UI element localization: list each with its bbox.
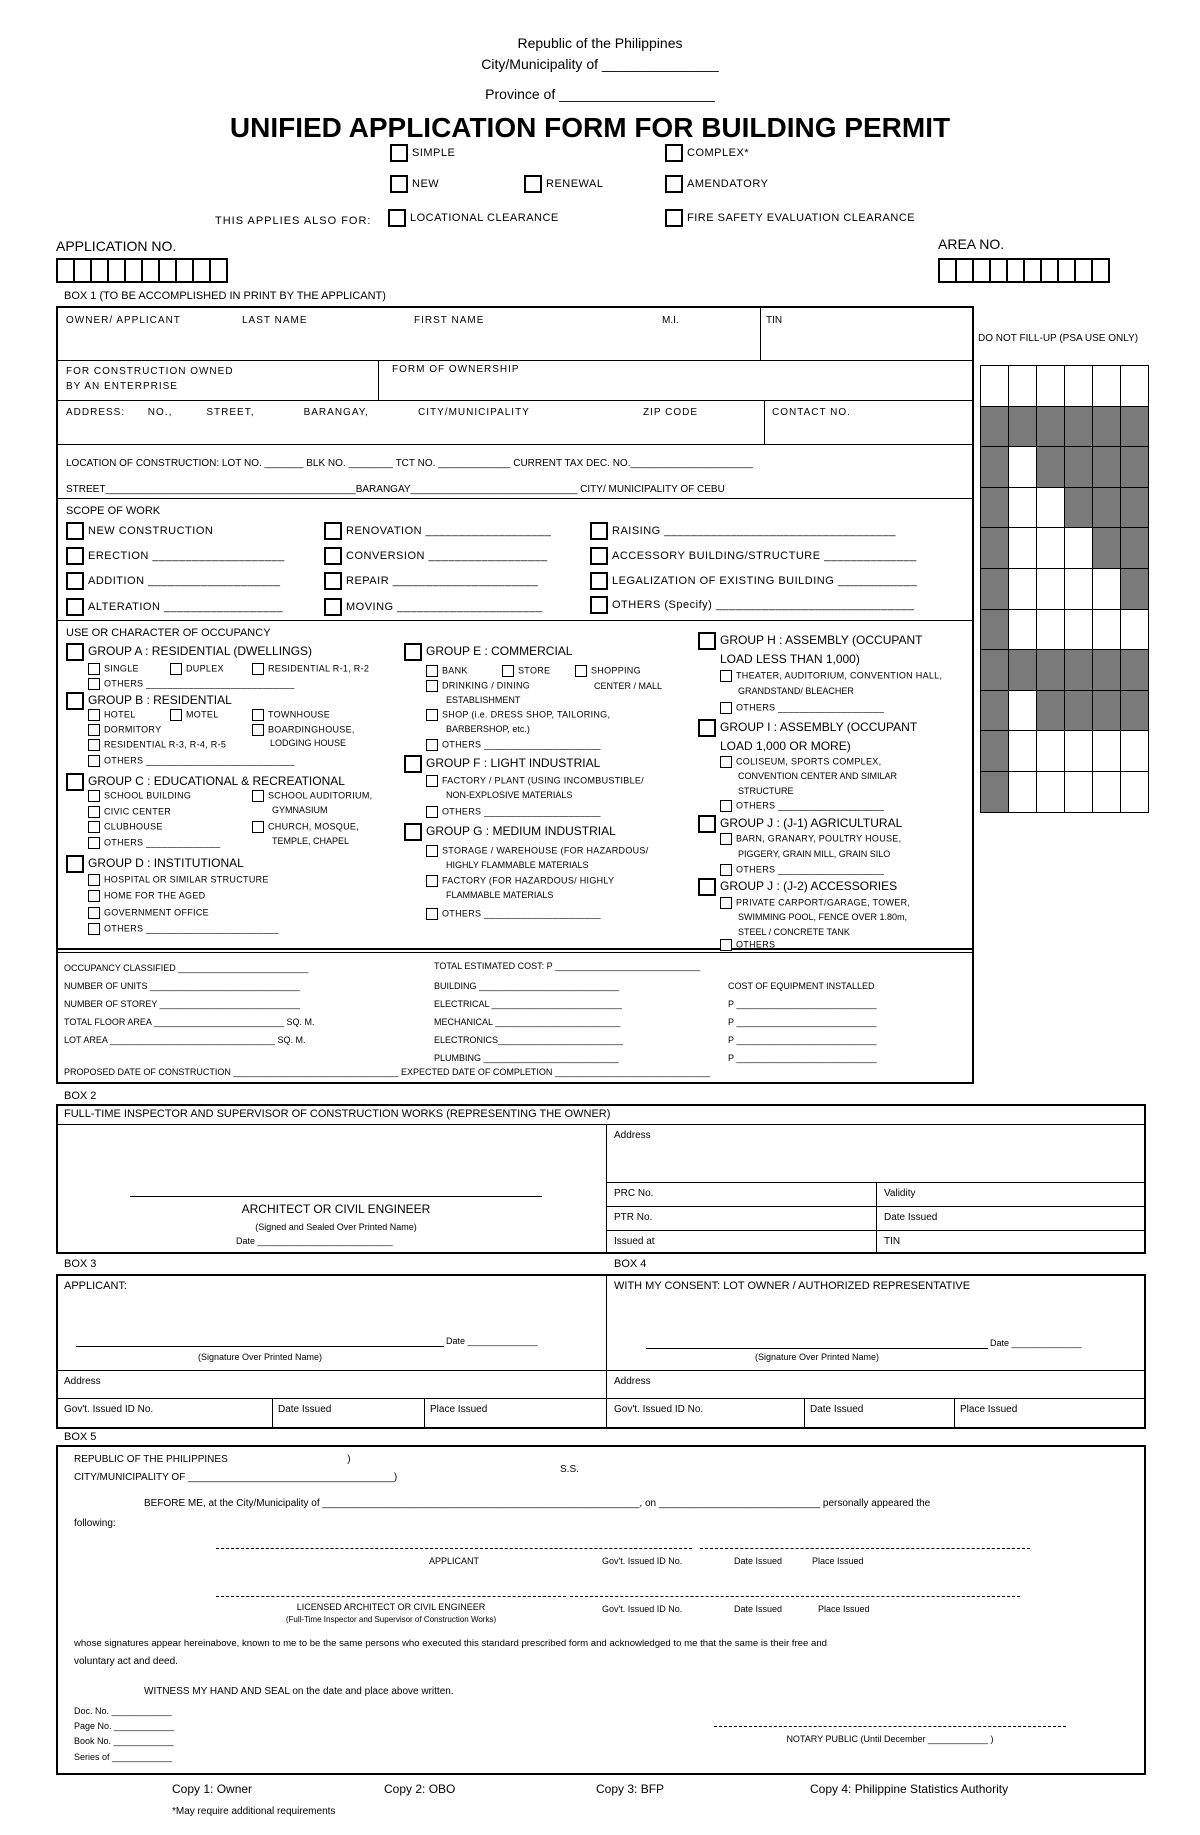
a-single[interactable] [88, 663, 139, 675]
box2-prc: PRC No. [614, 1188, 654, 1199]
i-others[interactable] [720, 800, 884, 812]
cost-plumbing: PLUMBING ___________________________ [434, 1053, 619, 1063]
box3-sig: (Signature Over Printed Name) [197, 1352, 323, 1362]
box5-date-issued: Date Issued [734, 1556, 783, 1566]
box5-republic: REPUBLIC OF THE PHILIPPINES ) [74, 1454, 351, 1465]
g-storage-label: STORAGE / WAREHOUSE (FOR HAZARDOUS/ [442, 845, 649, 856]
d-home-aged-label: HOME FOR THE AGED [104, 890, 206, 901]
box5-applicant: APPLICANT [428, 1556, 479, 1566]
d-home-aged[interactable] [88, 890, 205, 902]
f-others[interactable] [426, 806, 601, 818]
a-residential-label: RESIDENTIAL R-1, R-2 [268, 663, 370, 674]
republic-header: Republic of the Philippines [517, 35, 683, 51]
c-civic-label: CIVIC CENTER [104, 806, 172, 817]
e-shopping[interactable] [575, 665, 641, 677]
b-residential-label: RESIDENTIAL R-3, R-4, R-5 [104, 739, 227, 750]
box4-date: Date ______________ [990, 1338, 1082, 1348]
a-residential[interactable] [252, 663, 369, 675]
group-h-label: GROUP H : ASSEMBLY (OCCUPANT [720, 633, 923, 648]
e-store[interactable] [502, 665, 550, 677]
b-others[interactable] [88, 755, 295, 767]
group-i-label: GROUP I : ASSEMBLY (OCCUPANT [720, 720, 918, 735]
scope-raising[interactable] [590, 522, 896, 540]
e-drinking-label: DRINKING / DINING [442, 680, 531, 691]
scope-erection-label: ERECTION ____________________ [88, 549, 285, 562]
b-residential[interactable] [88, 739, 226, 751]
scope-alteration-label: ALTERATION __________________ [88, 600, 284, 613]
b-hotel[interactable] [88, 709, 136, 721]
e-estab-label: ESTABLISHMENT [446, 695, 521, 705]
scope-accessory-label: ACCESSORY BUILDING/STRUCTURE ______________ [612, 549, 917, 562]
box5-book: Book No. ____________ [74, 1736, 174, 1746]
group-g-label: GROUP G : MEDIUM INDUSTRIAL [426, 824, 616, 839]
box3-label: BOX 3 [64, 1258, 97, 1270]
e-shop[interactable] [426, 709, 610, 721]
scope-raising-label: RAISING ___________________________________ [612, 524, 896, 537]
enterprise-label: FOR CONSTRUCTION OWNED BY AN ENTERPRISE [66, 366, 234, 392]
g-factory-label: FACTORY (FOR HAZARDOUS/ HIGHLY [442, 875, 615, 886]
c-church[interactable] [252, 821, 359, 833]
d-others-label: OTHERS _________________________ [104, 923, 279, 934]
fire-safety-checkbox[interactable] [665, 209, 915, 227]
num-storey: NUMBER OF STOREY ____________________________ [64, 999, 300, 1009]
c-church-label: CHURCH, MOSQUE, [268, 821, 360, 832]
group-d-label: GROUP D : INSTITUTIONAL [88, 856, 244, 871]
first-name-label: FIRST NAME [414, 315, 485, 326]
simple-checkbox[interactable] [390, 144, 455, 162]
a-others[interactable] [88, 678, 295, 690]
b-dormitory[interactable] [88, 724, 161, 736]
a-duplex[interactable] [170, 663, 224, 675]
group-d[interactable] [66, 855, 244, 873]
e-shopping-label: SHOPPING [591, 665, 641, 676]
e-drinking[interactable] [426, 680, 530, 692]
f-others-label: OTHERS ______________________ [442, 806, 601, 817]
cost-building: BUILDING ____________________________ [434, 981, 620, 991]
box2-signed: (Signed and Sealed Over Printed Name) [255, 1222, 417, 1232]
scope-title: SCOPE OF WORK [66, 505, 161, 517]
equip-p1: P ____________________________ [728, 999, 877, 1009]
c-others[interactable] [88, 837, 220, 849]
owner-label: OWNER/ APPLICANT [66, 315, 181, 326]
group-i[interactable] [698, 719, 917, 737]
j1-barn-label: BARN, GRANARY, POULTRY HOUSE, [736, 833, 902, 844]
box2-validity: Validity [884, 1188, 916, 1199]
copy1: Copy 1: Owner [172, 1782, 253, 1796]
j1-others[interactable] [720, 864, 884, 876]
box5-govid2: Gov't. Issued ID No. [602, 1604, 683, 1614]
box5-ss: S.S. [560, 1464, 579, 1475]
box4-govid: Gov't. Issued ID No. [614, 1404, 704, 1415]
box3-govid: Gov't. Issued ID No. [64, 1404, 154, 1415]
group-j1[interactable] [698, 815, 902, 833]
d-hospital-label: HOSPITAL OR SIMILAR STRUCTURE [104, 874, 269, 885]
footer-note: *May require additional requirements [172, 1806, 336, 1817]
group-b[interactable] [66, 692, 232, 710]
box2-title: FULL-TIME INSPECTOR AND SUPERVISOR OF CONSTRUCTION WORKS (REPRESENTING THE OWNER) [64, 1108, 611, 1120]
form-ownership-label: FORM OF OWNERSHIP [392, 364, 520, 375]
floor-area: TOTAL FLOOR AREA __________________________ SQ. M. [64, 1017, 315, 1027]
new-label: NEW [412, 177, 440, 190]
box5-place: Place Issued [812, 1556, 864, 1566]
group-j1-label: GROUP J : (J-1) AGRICULTURAL [720, 816, 903, 831]
total-cost: TOTAL ESTIMATED COST: P _____________________________ [434, 961, 701, 971]
g-others-label: OTHERS ______________________ [442, 908, 601, 919]
c-auditorium[interactable] [252, 790, 372, 802]
b-boarding-label: BOARDINGHOUSE, [268, 724, 355, 735]
box2-address: Address [614, 1130, 651, 1141]
province-line: Province of ____________________ [485, 86, 715, 102]
box5-label: BOX 5 [64, 1431, 97, 1443]
a-others-label: OTHERS ____________________________ [104, 678, 295, 689]
g-storage2-label: HIGHLY FLAMMABLE MATERIALS [446, 860, 589, 870]
i-struct-label: STRUCTURE [738, 786, 794, 796]
c-school[interactable] [88, 790, 191, 802]
box2-date: Date ___________________________ [236, 1236, 393, 1246]
f-factory-label: FACTORY / PLANT (USING INCOMBUSTIBLE/ [442, 775, 644, 786]
b-lodging-label: LODGING HOUSE [270, 738, 347, 748]
group-e[interactable] [404, 643, 572, 661]
g-factory[interactable] [426, 875, 614, 887]
psa-only-label: DO NOT FILL-UP (PSA USE ONLY) [978, 333, 1139, 344]
f-factory[interactable] [426, 775, 644, 787]
num-units: NUMBER OF UNITS ______________________________ [64, 981, 301, 991]
location-line: LOCATION OF CONSTRUCTION: LOT NO. _______ BLK NO. ________ TCT NO. _____________ CURRENT TAX DEC. NO.______________________ [66, 458, 753, 469]
b-hotel-label: HOTEL [104, 709, 136, 720]
psa-grid [980, 365, 1149, 813]
e-store-label: STORE [518, 665, 551, 676]
box3-place: Place Issued [430, 1404, 488, 1415]
equip-p4: P ____________________________ [728, 1053, 877, 1063]
cost-electrical: ELECTRICAL __________________________ [434, 999, 622, 1009]
scope-legalization-label: LEGALIZATION OF EXISTING BUILDING ____________ [612, 574, 918, 587]
box4-consent: WITH MY CONSENT: LOT OWNER / AUTHORIZED REPRESENTATIVE [614, 1280, 971, 1292]
g-others[interactable] [426, 908, 601, 920]
box2-label: BOX 2 [64, 1090, 97, 1102]
c-temple-label: TEMPLE, CHAPEL [272, 836, 350, 846]
group-b-label: GROUP B : RESIDENTIAL [88, 693, 232, 708]
c-others-label: OTHERS ______________ [104, 837, 221, 848]
scope-renovation-label: RENOVATION ___________________ [346, 524, 552, 537]
c-clubhouse[interactable] [88, 821, 163, 833]
details-frame [56, 950, 974, 1084]
box3-date: Date ______________ [446, 1336, 538, 1346]
amendatory-label: AMENDATORY [687, 177, 769, 190]
h-theater[interactable] [720, 670, 942, 682]
box5-following: following: [74, 1518, 116, 1529]
h-others-label: OTHERS ____________________ [736, 702, 885, 713]
box3-applicant: APPLICANT: [64, 1280, 127, 1292]
e-barber-label: BARBERSHOP, etc.) [446, 724, 530, 734]
box4-sig: (Signature Over Printed Name) [754, 1352, 880, 1362]
equip-p2: P ____________________________ [728, 1017, 877, 1027]
application-no-cells[interactable] [56, 258, 226, 283]
scope-legalization[interactable] [590, 572, 917, 590]
equip-label: COST OF EQUIPMENT INSTALLED [728, 981, 875, 991]
box5-govid: Gov't. Issued ID No. [602, 1556, 683, 1566]
last-name-label: LAST NAME [242, 315, 308, 326]
b-townhouse[interactable] [252, 709, 330, 721]
box3-address: Address [64, 1376, 101, 1387]
a-duplex-label: DUPLEX [186, 663, 224, 674]
contact-label: CONTACT NO. [772, 407, 851, 418]
group-g[interactable] [404, 823, 616, 841]
i-conv-label: CONVENTION CENTER AND SIMILAR [738, 771, 898, 781]
h-grand-label: GRANDSTAND/ BLEACHER [738, 686, 854, 696]
j2-pool-label: SWIMMING POOL, FENCE OVER 1.80m, [738, 912, 908, 922]
g-factory2-label: FLAMMABLE MATERIALS [446, 890, 554, 900]
d-others[interactable] [88, 923, 279, 935]
renewal-checkbox[interactable] [524, 175, 604, 193]
copy3: Copy 3: BFP [596, 1782, 665, 1796]
scope-alteration[interactable] [66, 598, 283, 616]
box4-label: BOX 4 [614, 1258, 647, 1270]
box5-whose: whose signatures appear hereinabove, known to me to be the same persons who executed this standard prescribed form and acknowledged to me that the same is their free and [74, 1638, 828, 1649]
c-civic[interactable] [88, 806, 171, 818]
box5-doc: Doc. No. ____________ [74, 1706, 172, 1716]
e-center-label: CENTER / MALL [594, 681, 663, 691]
d-government-label: GOVERNMENT OFFICE [104, 907, 209, 918]
j1-others-label: OTHERS ____________________ [736, 864, 885, 875]
j1-pig-label: PIGGERY, GRAIN MILL, GRAIN SILO [738, 849, 891, 859]
scope-conversion-label: CONVERSION __________________ [346, 549, 548, 562]
box5-witness: WITNESS MY HAND AND SEAL on the date and place above written. [144, 1686, 454, 1697]
complex-label: COMPLEX* [687, 146, 750, 159]
j2-others-label: OTHERS ____________________ [736, 939, 885, 950]
group-c-label: GROUP C : EDUCATIONAL & RECREATIONAL [88, 774, 345, 789]
scope-moving[interactable] [324, 598, 543, 616]
c-clubhouse-label: CLUBHOUSE [104, 821, 163, 832]
b-townhouse-label: TOWNHOUSE [268, 709, 331, 720]
e-bank[interactable] [426, 665, 468, 677]
box5-before: BEFORE ME, at the City/Municipality of _________________________________________________________, on _____________________________ personally appeared the [144, 1498, 931, 1509]
j2-steel-label: STEEL / CONCRETE TANK [738, 927, 850, 937]
group-c[interactable] [66, 773, 345, 791]
scope-addition-label: ADDITION ____________________ [88, 574, 281, 587]
city-line: City/Municipality of _______________ [481, 56, 719, 72]
e-others[interactable] [426, 739, 601, 751]
scope-renovation[interactable] [324, 522, 551, 540]
b-motel[interactable] [170, 709, 219, 721]
group-j2[interactable] [698, 878, 897, 896]
box5-city: CITY/MUNICIPALITY OF _____________________________________) [74, 1472, 398, 1483]
group-f[interactable] [404, 755, 600, 773]
box2-tin: TIN [884, 1236, 901, 1247]
mi-label: M.I. [662, 315, 679, 326]
locational-label: LOCATIONAL CLEARANCE [410, 211, 559, 224]
applies-also-label: THIS APPLIES ALSO FOR: [215, 215, 372, 227]
scope-erection[interactable] [66, 547, 285, 565]
c-auditorium-label: SCHOOL AUDITORIUM, [268, 790, 373, 801]
box5-page: Page No. ____________ [74, 1721, 175, 1731]
new-checkbox[interactable] [390, 175, 439, 193]
box5-engineer: LICENSED ARCHITECT OR CIVIL ENGINEER [296, 1602, 486, 1612]
scope-others-label: OTHERS (Specify) ______________________________ [612, 598, 915, 611]
j2-carport-label: PRIVATE CARPORT/GARAGE, TOWER, [736, 897, 911, 908]
box4-place: Place Issued [960, 1404, 1018, 1415]
scope-repair-label: REPAIR ______________________ [346, 574, 539, 587]
box5-series: Series of ____________ [74, 1752, 173, 1762]
box5-place2: Place Issued [818, 1604, 870, 1614]
box2-engineer: ARCHITECT OR CIVIL ENGINEER [241, 1202, 431, 1216]
j2-carport[interactable] [720, 897, 910, 909]
group-e-label: GROUP E : COMMERCIAL [426, 644, 573, 659]
box5-engineer-sub: (Full-Time Inspector and Supervisor of Construction Works) [285, 1615, 497, 1624]
i-load-label: LOAD 1,000 OR MORE) [720, 739, 851, 753]
h-theater-label: THEATER, AUDITORIUM, CONVENTION HALL, [736, 670, 943, 681]
scope-conversion[interactable] [324, 547, 548, 565]
group-a[interactable] [66, 643, 312, 661]
i-others-label: OTHERS ____________________ [736, 800, 885, 811]
group-a-label: GROUP A : RESIDENTIAL (DWELLINGS) [88, 644, 313, 659]
address-label: ADDRESS: NO., STREET, BARANGAY, CITY/MUNICIPALITY ZIP CODE [66, 407, 699, 418]
fire-safety-label: FIRE SAFETY EVALUATION CLEARANCE [687, 211, 916, 224]
box4-date-issued: Date Issued [810, 1404, 864, 1415]
b-motel-label: MOTEL [186, 709, 219, 720]
e-bank-label: BANK [442, 665, 468, 676]
j1-barn[interactable] [720, 833, 901, 845]
box2-date-issued: Date Issued [884, 1212, 938, 1223]
scope-accessory[interactable] [590, 547, 917, 565]
scope-moving-label: MOVING ______________________ [346, 600, 543, 613]
b-others-label: OTHERS ____________________________ [104, 755, 295, 766]
h-others[interactable] [720, 702, 884, 714]
area-no-cells[interactable] [938, 258, 1108, 283]
amendatory-checkbox[interactable] [665, 175, 768, 193]
proposed-date: PROPOSED DATE OF CONSTRUCTION _________________________________ EXPECTED DATE OF COMPLETION _______________________________ [64, 1067, 711, 1077]
street-line: STREET_____________________________________________BARANGAY______________________________ CITY/ MUNICIPALITY OF CEBU [66, 484, 725, 495]
scope-repair[interactable] [324, 572, 538, 590]
box2-ptr: PTR No. [614, 1212, 653, 1223]
equip-p3: P ____________________________ [728, 1035, 877, 1045]
b-dormitory-label: DORMITORY [104, 724, 162, 735]
area-no-label: AREA NO. [938, 236, 1005, 252]
group-h[interactable] [698, 632, 923, 650]
box1-title: BOX 1 (TO BE ACCOMPLISHED IN PRINT BY THE APPLICANT) [64, 290, 386, 302]
box4-address: Address [614, 1376, 651, 1387]
lot-area: LOT AREA _________________________________ SQ. M. [64, 1035, 306, 1045]
a-single-label: SINGLE [104, 663, 139, 674]
simple-label: SIMPLE [412, 146, 456, 159]
copy2: Copy 2: OBO [384, 1782, 456, 1796]
g-storage[interactable] [426, 845, 649, 857]
group-f-label: GROUP F : LIGHT INDUSTRIAL [426, 756, 601, 771]
occupancy-title: USE OR CHARACTER OF OCCUPANCY [66, 627, 271, 639]
scope-new[interactable] [66, 522, 213, 540]
c-gym-label: GYMNASIUM [272, 805, 328, 815]
locational-clearance-checkbox[interactable] [388, 209, 559, 227]
copy4: Copy 4: Philippine Statistics Authority [810, 1782, 1009, 1796]
b-boarding[interactable] [252, 724, 355, 736]
application-no-label: APPLICATION NO. [56, 238, 177, 254]
scope-addition[interactable] [66, 572, 280, 590]
box3-date-issued: Date Issued [278, 1404, 332, 1415]
d-hospital[interactable] [88, 874, 269, 886]
f-nonexp-label: NON-EXPLOSIVE MATERIALS [446, 790, 573, 800]
box5-notary: NOTARY PUBLIC (Until December ____________ ) [786, 1734, 994, 1744]
tin-label: TIN [766, 315, 783, 326]
i-coliseum[interactable] [720, 756, 881, 768]
occ-classified: OCCUPANCY CLASSIFIED __________________________ [64, 963, 309, 973]
renewal-label: RENEWAL [546, 177, 604, 190]
form-title: UNIFIED APPLICATION FORM FOR BUILDING PERMIT [229, 112, 951, 143]
complex-checkbox[interactable] [665, 144, 749, 162]
i-coliseum-label: COLISEUM, SPORTS COMPLEX, [736, 756, 882, 767]
cost-electronics: ELECTRONICS_________________________ [434, 1035, 624, 1045]
h-load-label: LOAD LESS THAN 1,000) [720, 652, 860, 666]
box5-voluntary: voluntary act and deed. [74, 1656, 178, 1667]
box5-date-issued2: Date Issued [734, 1604, 783, 1614]
group-j2-label: GROUP J : (J-2) ACCESSORIES [720, 879, 898, 894]
scope-new-label: NEW CONSTRUCTION [88, 524, 214, 537]
c-school-label: SCHOOL BUILDING [104, 790, 192, 801]
scope-others[interactable] [590, 596, 914, 614]
cost-mechanical: MECHANICAL _________________________ [434, 1017, 621, 1027]
e-shop-label: SHOP (i.e. DRESS SHOP, TAILORING, [442, 709, 611, 720]
e-others-label: OTHERS ______________________ [442, 739, 601, 750]
box2-issued-at: Issued at [614, 1236, 655, 1247]
d-government[interactable] [88, 907, 209, 919]
